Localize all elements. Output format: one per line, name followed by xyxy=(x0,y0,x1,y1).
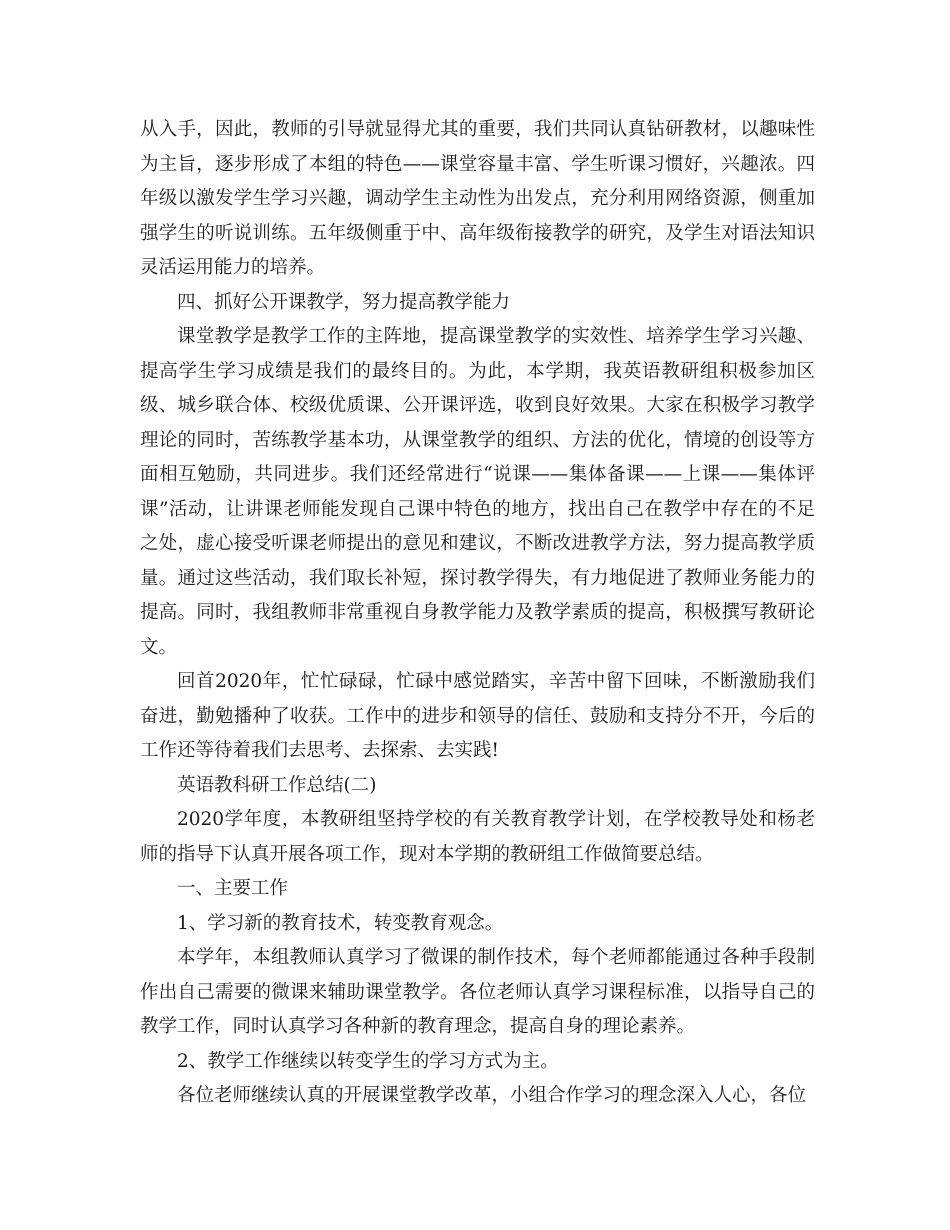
subsection-heading: 2、教学工作继续以转变学生的学习方式为主。 xyxy=(177,1050,559,1072)
body-paragraph: 回首2020年，忙忙碌碌，忙碌中感觉踏实，辛苦中留下回味，不断激励我们奋进，勤勉播种了收获。工作中的进步和领导的信任、鼓励和支持分不开，今后的工作还等待着我们去思考、去探索、去实践! xyxy=(140,671,815,761)
body-paragraph: 从入手，因此，教师的引导就显得尤其的重要，我们共同认真钻研教材，以趣味性为主旨，逐步形成了本组的特色——课堂容量丰富、学生听课习惯好，兴趣浓。四年级以激发学生学习兴趣，调动学生主动性为出发点，充分利用网络资源，侧重加强学生的听说训练。五年级侧重于中、高年级衔接教学的研究，及学生对语法知识灵活运用能力的培养。 xyxy=(140,119,815,278)
body-paragraph: 2020学年度，本教研组坚持学校的有关教育教学计划，在学校教导处和杨老师的指导下认真开展各项工作，现对本学期的教研组工作做简要总结。 xyxy=(140,809,815,865)
document-body xyxy=(140,113,815,1114)
body-paragraph: 课堂教学是教学工作的主阵地，提高课堂教学的实效性、培养学生学习兴趣、提高学生学习成绩是我们的最终目的。为此，本学期，我英语教研组积极参加区级、城乡联合体、校级优质课、公开课评选，收到良好效果。大家在积极学习教学理论的同时，苦练教学基本功，从课堂教学的组织、方法的优化，情境的创设等方面相互勉励，共同进步。我们还经常进行“说课——集体备课——上课——集体评课”活动，让讲课老师能发现自己课中特色的地方，找出自己在教学中存在的不足之处，虚心接受听课老师提出的意见和建议，不断改进教学方法，努力提高教学质量。通过这些活动，我们取长补短，探讨教学得失，有力地促进了教师业务能力的提高。同时，我组教师非常重视自身教学能力及教学素质的提高，积极撰写教研论文。 xyxy=(140,326,815,658)
body-paragraph: 本学年，本组教师认真学习了微课的制作技术，每个老师都能通过各种手段制作出自己需要的微课来辅助课堂教学。各位老师认真学习课程标准，以指导自己的教学工作，同时认真学习各种新的教育理念，提高自身的理论素养。 xyxy=(140,947,815,1037)
body-paragraph: 各位老师继续认真的开展课堂教学改革，小组合作学习的理念深入人心，各位 xyxy=(177,1085,807,1106)
section-heading: 一、主要工作 xyxy=(177,878,289,899)
section-heading: 四、抓好公开课教学，努力提高教学能力 xyxy=(177,291,511,313)
subsection-heading: 1、学习新的教育技术，转变教育观念。 xyxy=(177,912,504,934)
document-subtitle: 英语教科研工作总结(二) xyxy=(177,774,377,796)
